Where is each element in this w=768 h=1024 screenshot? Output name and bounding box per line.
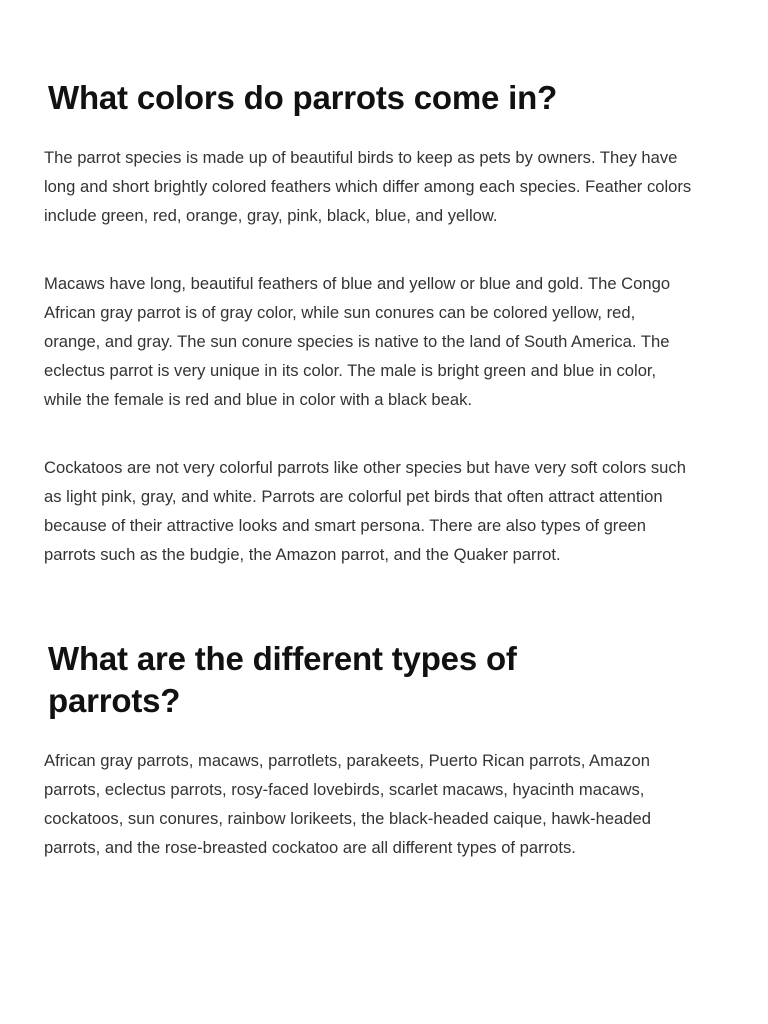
paragraph: African gray parrots, macaws, parrotlets, parakeets, Puerto Rican parrots, Amazon parrots, eclectus parrots, rosy-faced lovebirds, scarlet macaws, hyacinth macaws, cockatoos, sun conures, rainbow lorikeets, the black-headed caique, hawk-headed parrots, and the rose-breasted cockatoo are all different types of parrots. xyxy=(44,751,651,857)
paragraph: Cockatoos are not very colorful parrots like other species but have very soft colors such as light pink, gray, and white. Parrots are colorful pet birds that often attract attention because of their attractive looks and smart persona. There are also types of green parrots such as the budgie, the Amazon parrot, and the Quaker parrot. xyxy=(44,458,686,564)
paragraph: Macaws have long, beautiful feathers of blue and yellow or blue and gold. The Congo African gray parrot is of gray color, while sun conures can be colored yellow, red, orange, and gray. The sun conure species is native to the land of South America. The eclectus parrot is very unique in its color. The male is bright green and blue in color, while the female is red and blue in color with a black beak. xyxy=(44,274,671,409)
section-heading-types: What are the different types of parrots? xyxy=(48,640,517,719)
paragraph: The parrot species is made up of beautiful birds to keep as pets by owners. They have long and short brightly colored feathers which differ among each species. Feather colors include green, red, orange, gray, pink, black, blue, and yellow. xyxy=(44,148,692,225)
section-heading-colors: What colors do parrots come in? xyxy=(48,79,558,116)
